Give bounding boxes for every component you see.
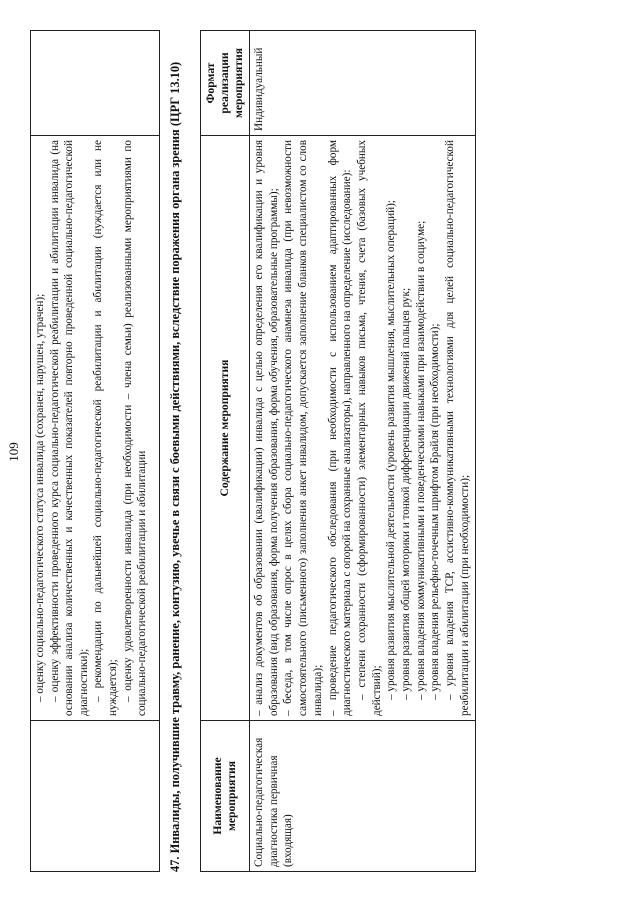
header-content: Содержание мероприятия xyxy=(201,136,250,721)
activity-content xyxy=(250,136,476,721)
header-name: Наименование мероприятия xyxy=(201,721,250,872)
continuation-item: – оценку удовлетворенности инвалида (при необходимости – члена семьи) реализованными мероприятиями по социально-педагогической реабилитации и абилитации xyxy=(121,140,149,716)
continuation-table xyxy=(30,30,160,872)
section-title: 47. Инвалиды, получившие травму, ранение, контузию, увечье в связи с боевыми действиями, вследствие поражения органа зрения (ЦРГ 13.10) xyxy=(168,61,182,872)
content-item: – уровня владения ТСР, ассистивно-коммуникативными технологиями для целей социально-педагогической реабилитации и абилитации (при необходимости); xyxy=(444,140,471,716)
continuation-format-cell xyxy=(31,31,160,136)
content-item: – степени сохранности (сформированности) элементарных навыков письма, чтения, счета (базовых учебных действий); xyxy=(355,140,383,716)
continuation-item: – рекомендации по дальнейшей социально-педагогической реабилитации и абилитации (нуждается или не нуждается); xyxy=(92,140,119,716)
content-item: – уровня владения рельефно-точечным шрифтом Брайля (при необходимости); xyxy=(429,323,442,700)
continuation-name-cell xyxy=(31,721,160,872)
header-format: Формат реализации мероприятия xyxy=(201,31,250,136)
page-number: 109 xyxy=(6,442,21,462)
activities-table xyxy=(200,30,476,872)
continuation-item: – оценку социально-педагогического статуса инвалида (сохранен, нарушен, утрачен); xyxy=(34,293,46,702)
table-row xyxy=(250,31,476,872)
activity-name: Социально-педагогическая диагностика первичная (входящая) xyxy=(250,721,476,872)
activity-format: Индивидуальный xyxy=(250,31,476,136)
continuation-content-cell xyxy=(31,136,160,721)
content-item: – уровня развития общей моторики и тонкой дифференциации движений пальцев рук; xyxy=(400,287,413,700)
content-item: – уровня развития мыслительной деятельности (уровень развития мышления, мыслительных операций); xyxy=(385,200,398,700)
content-item: – уровня владения коммуникативными и поведенческими навыками при взаимодействии в социуме; xyxy=(414,220,427,700)
table-header-row xyxy=(201,31,250,872)
content-item: – проведение педагогического обследования (при необходимости с использованием адаптированных форм диагностического материала с опорой на сохранные анализаторы), направленного на определение (исследование): xyxy=(326,140,354,716)
content-item: – беседа, в том числе опрос в целях сбора социально-педагогического анамнеза инвалида (при невозможности самостоятельного (письменного) заполнения анкет инвалидом, допускается заполнение бланков специалистом со слов инвалида); xyxy=(282,140,324,716)
content-item: – анализ документов об образовании (квалификации) инвалида с целью определения его квалификации и уровня образования (вид образования, форма получения образования, форма обучения, образовательные программы); xyxy=(253,140,280,716)
continuation-item: – оценку эффективности проведенного курса социально-педагогической реабилитации и абилитации инвалида (на основании анализа количественных и качественных показателей повторно проведенной социально-педагогической диагностики); xyxy=(48,140,90,716)
